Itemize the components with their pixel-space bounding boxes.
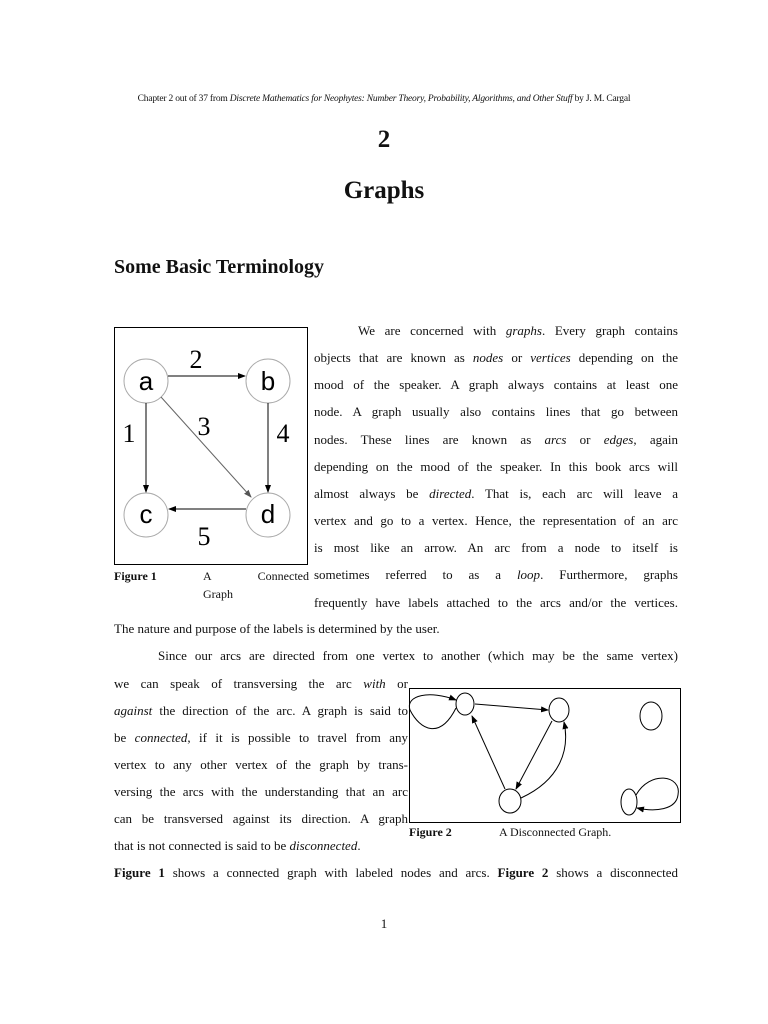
para1-line-12: The nature and purpose of the labels is determined by the user. bbox=[114, 621, 440, 636]
arc-label-4: 4 bbox=[276, 419, 290, 448]
node-label-a: a bbox=[138, 366, 154, 396]
page-number: 1 bbox=[380, 916, 388, 931]
para1-line-1: We are concerned with graphs. Every graph contains bbox=[358, 323, 678, 338]
node-label-c: c bbox=[139, 499, 153, 529]
arc-label-5: 5 bbox=[197, 522, 211, 551]
para1-line-3: mood of the speaker. A graph always contains at least one bbox=[314, 377, 678, 392]
para1-line-11: frequently have labels attached to the arcs and/or the vertices. bbox=[314, 595, 678, 610]
para1-line-2: objects that are known as nodes or vertices depending on the bbox=[314, 350, 678, 365]
figure1-caption-label: Figure 1 bbox=[114, 569, 157, 583]
para1-line-5: nodes. These lines are known as arcs or edges, again bbox=[314, 432, 678, 447]
figure1-caption-text: A Connected bbox=[203, 569, 309, 583]
arc-label-1: 1 bbox=[122, 419, 136, 448]
para2-line-1: Since our arcs are directed from one vertex to another (which may be the same vertex) bbox=[158, 648, 678, 663]
node-label-b: b bbox=[260, 366, 276, 396]
para2-line-2: we can speak of transversing the arc with or bbox=[114, 676, 408, 691]
arc-label-2: 2 bbox=[189, 345, 203, 374]
para2-line-8: that is not connected is said to be disconnected. bbox=[114, 838, 361, 853]
para1-line-4: node. A graph usually also contains lines that go between bbox=[314, 404, 678, 419]
figure2-frame bbox=[409, 688, 681, 823]
arc-label-3: 3 bbox=[197, 412, 211, 441]
para1-line-7: almost always be directed. That is, each arc will leave a bbox=[314, 486, 678, 501]
node-label-d: d bbox=[260, 499, 276, 529]
closing-line: Figure 1 shows a connected graph with labeled nodes and arcs. Figure 2 shows a disconnected bbox=[114, 865, 678, 880]
chapter-title: Graphs bbox=[343, 177, 425, 204]
section-heading: Some Basic Terminology bbox=[114, 256, 325, 278]
para2-line-7: can be transversed against its direction. A graph bbox=[114, 811, 408, 826]
para2-line-4: be connected, if it is possible to travel from any bbox=[114, 730, 408, 745]
figure2-caption-label: Figure 2 bbox=[409, 825, 452, 839]
figure2-caption-text: A Disconnected Graph. bbox=[499, 825, 612, 839]
para2-line-3: against the direction of the arc. A graph is said to bbox=[114, 703, 408, 718]
header-book-title: Discrete Mathematics for Neophytes: Number Theory, Probability, Algorithms, and Other Stuff bbox=[229, 94, 573, 104]
chapter-number: 2 bbox=[377, 126, 391, 153]
para1-line-8: vertex and go to a vertex. Hence, the representation of an arc bbox=[314, 513, 678, 528]
para1-line-6: depending on the mood of the speaker. In this book arcs will bbox=[314, 459, 678, 474]
para2-line-5: vertex to any other vertex of the graph by trans- bbox=[114, 757, 408, 772]
figure1-caption-text-2: Graph bbox=[203, 587, 233, 601]
para1-line-9: is most like an arrow. An arc from a node to itself is bbox=[314, 540, 678, 555]
header-author: by J. M. Cargal bbox=[572, 94, 631, 104]
header-prefix: Chapter 2 out of 37 from bbox=[137, 94, 230, 104]
para2-line-6: versing the arcs with the understanding that an arc bbox=[114, 784, 408, 799]
para1-line-10: sometimes referred to as a loop. Furthermore, graphs bbox=[314, 567, 678, 582]
